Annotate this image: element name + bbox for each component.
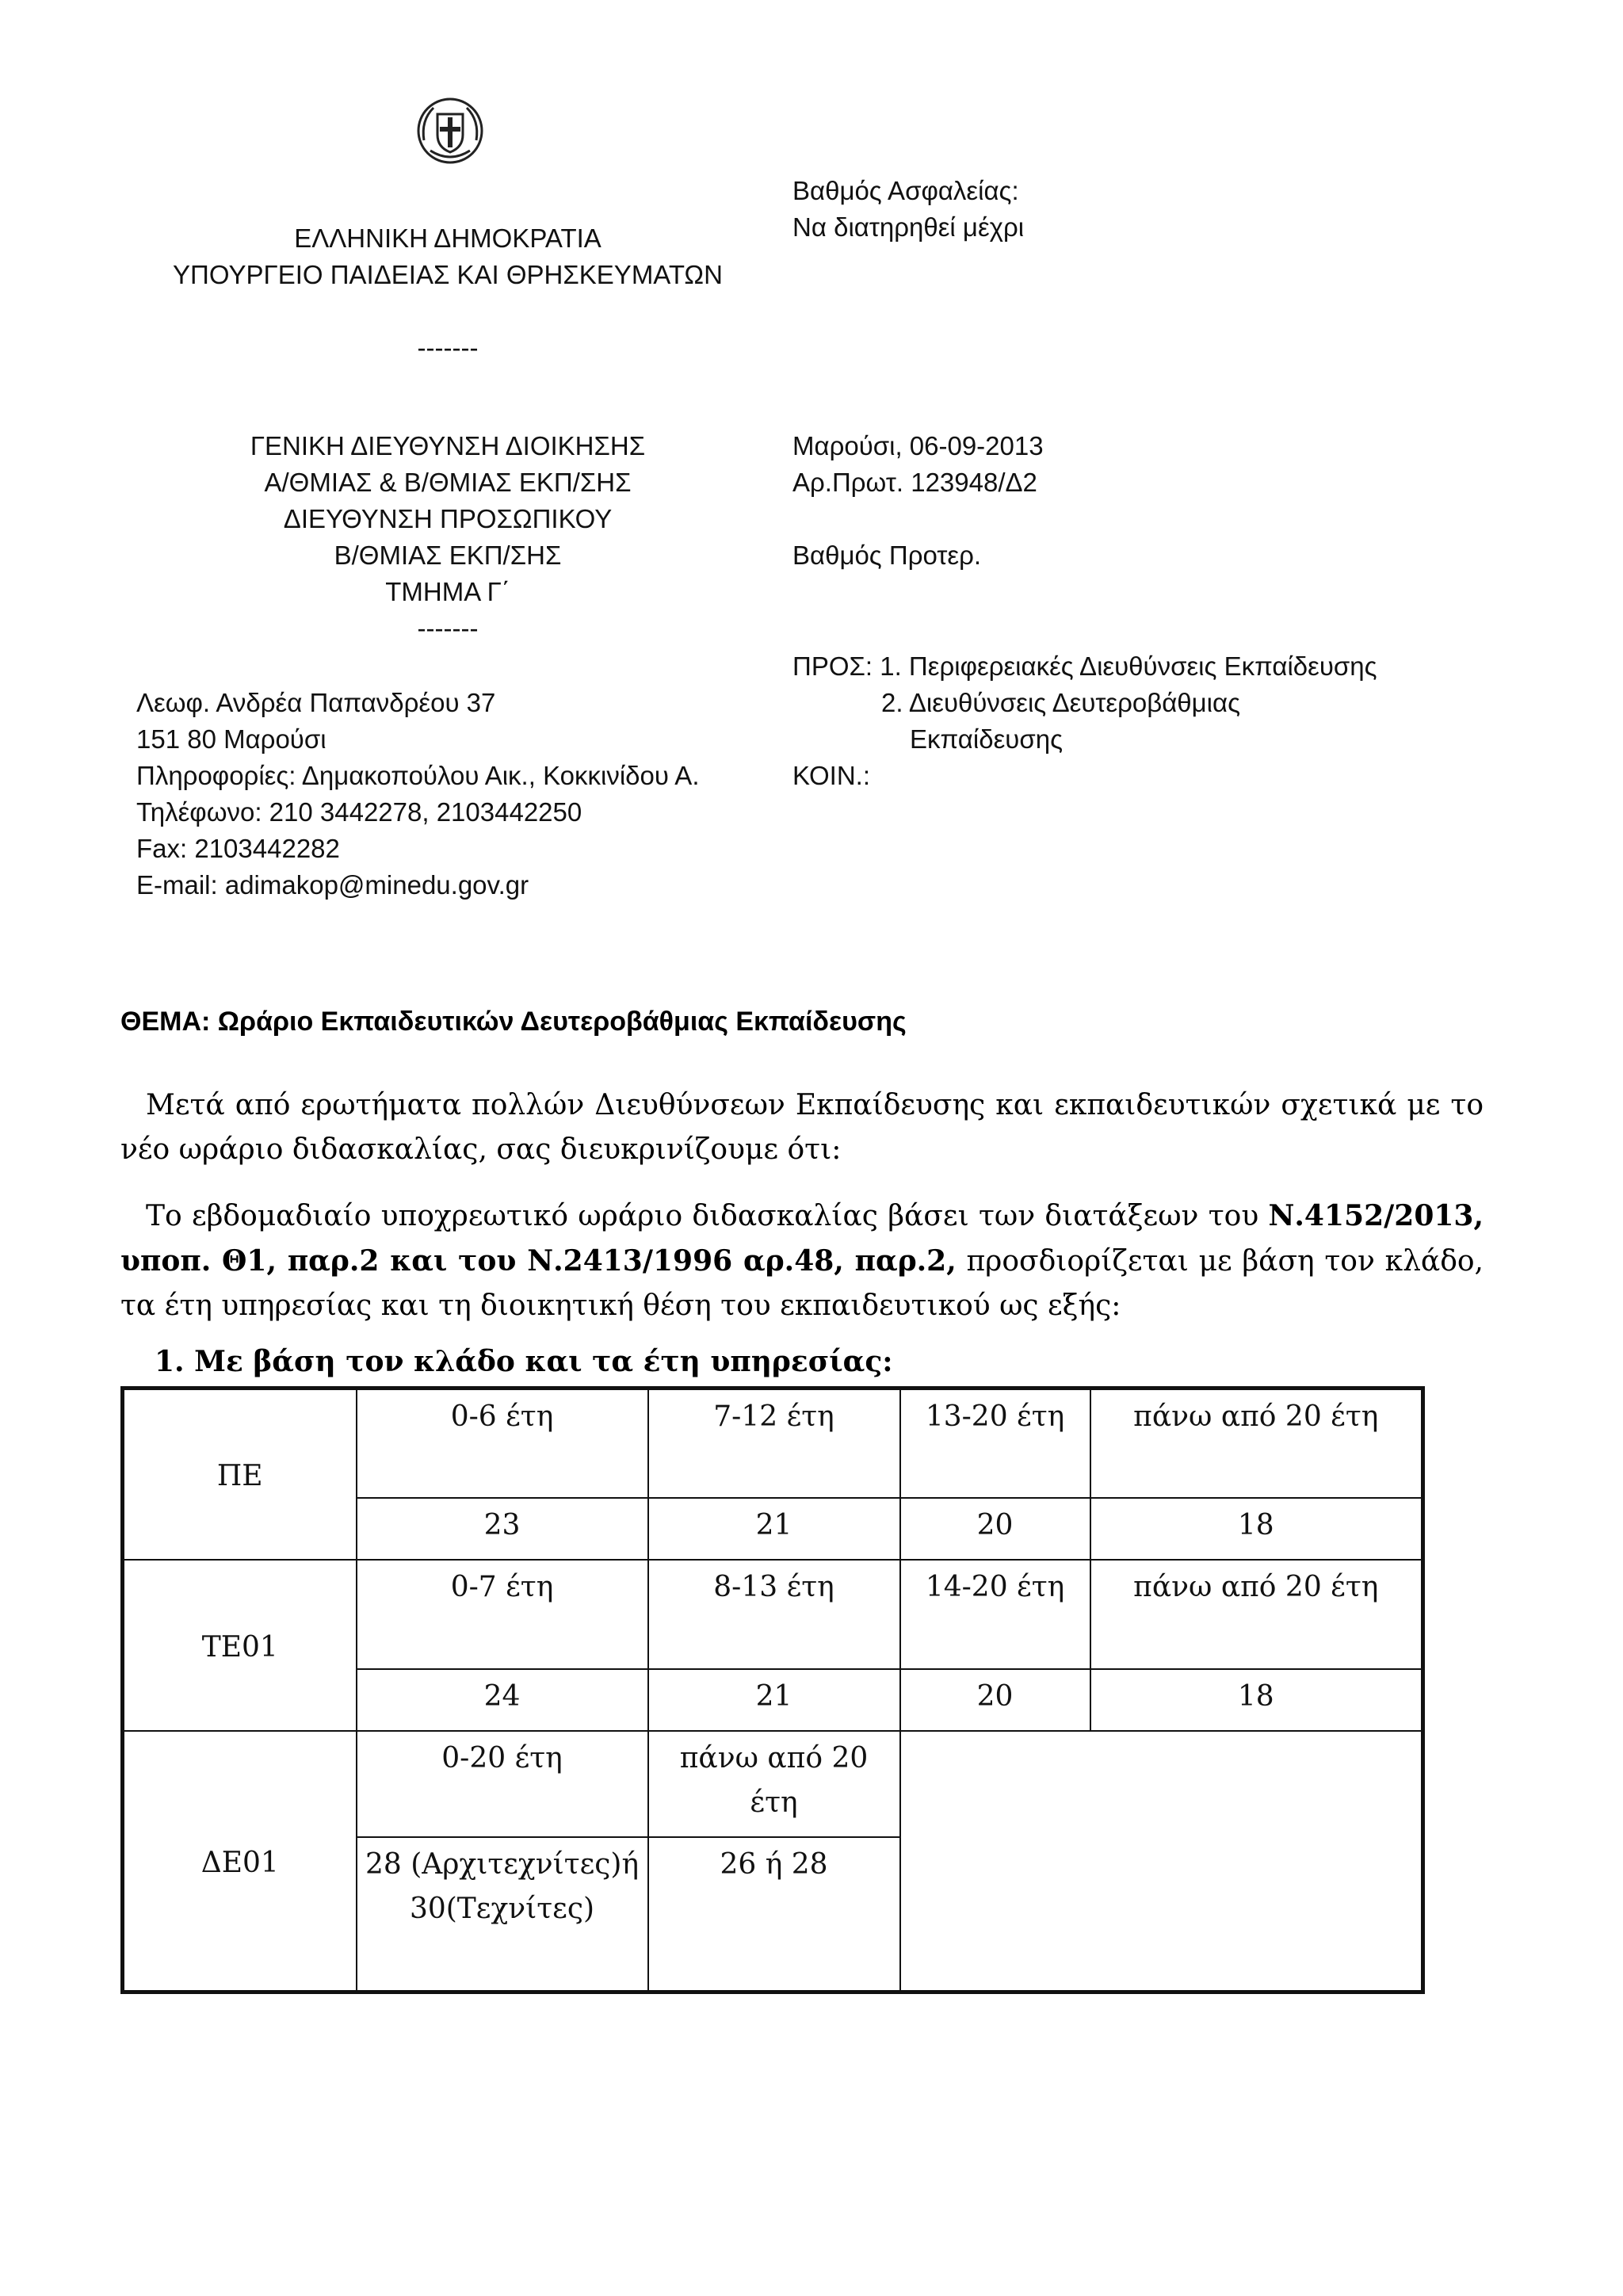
paragraph-2-part-a: Το εβδομαδιαίο υποχρεωτικό ωράριο διδασκαλίας βάσει των διατάξεων του <box>146 1200 1269 1232</box>
table-row <box>123 1731 1423 1837</box>
table-cell: 7-12 έτη <box>648 1389 900 1498</box>
table-cell: 24 <box>357 1669 648 1731</box>
table-cell: 21 <box>648 1669 900 1731</box>
table-cell: 18 <box>1090 1498 1423 1560</box>
table-cell: 0-6 έτη <box>357 1389 648 1498</box>
priority-level: Βαθμός Προτερ. <box>792 541 982 570</box>
teaching-hours-table <box>120 1386 1425 1994</box>
table-cell: 13-20 έτη <box>900 1389 1090 1498</box>
directorate-line-4: Β/ΘΜΙΑΣ ΕΚΠ/ΣΗΣ <box>334 541 562 570</box>
recipients-line-3: Εκπαίδευσης <box>910 724 1063 754</box>
contact-postcode: 151 80 Μαρούσι <box>136 724 327 754</box>
contact-info-persons: Πληροφορίες: Δημακοπούλου Αικ., Κοκκινίδου Α. <box>136 761 700 790</box>
table-cell: 14-20 έτη <box>900 1560 1090 1669</box>
category-te01: ΤΕ01 <box>123 1560 357 1731</box>
place-date: Μαρούσι, 06-09-2013 <box>792 431 1044 460</box>
subject-line: ΘΕΜΑ: Ωράριο Εκπαιδευτικών Δευτεροβάθμιας Εκπαίδευσης <box>120 1007 907 1037</box>
category-de01: ΔΕ01 <box>123 1731 357 1992</box>
directorate-line-5: ΤΜΗΜΑ Γ΄ <box>385 577 510 606</box>
table-cell: 8-13 έτη <box>648 1560 900 1669</box>
empty-cell <box>900 1731 1423 1992</box>
directorate-line-1: ΓΕΝΙΚΗ ΔΙΕΥΘΥΝΣΗ ΔΙΟΙΚΗΣΗΣ <box>250 431 646 460</box>
greek-coat-of-arms-icon <box>416 97 484 165</box>
contact-fax: Fax: 2103442282 <box>136 834 340 863</box>
retain-until: Να διατηρηθεί μέχρι <box>792 212 1025 242</box>
contact-email: E-mail: adimakop@minedu.gov.gr <box>136 870 529 900</box>
table-cell: 28 (Αρχιτεχνίτες)ή 30(Τεχνίτες) <box>357 1837 648 1992</box>
category-pe: ΠΕ <box>123 1389 357 1560</box>
table-cell: 23 <box>357 1498 648 1560</box>
section-heading-1: 1. Με βάση τον κλάδο και τα έτη υπηρεσίας: <box>155 1345 893 1378</box>
ministry-name: ΥΠΟΥΡΓΕΙΟ ΠΑΙΔΕΙΑΣ ΚΑΙ ΘΡΗΣΚΕΥΜΑΤΩΝ <box>173 260 723 289</box>
table-cell: 0-7 έτη <box>357 1560 648 1669</box>
country-name: ΕΛΛΗΝΙΚΗ ΔΗΜΟΚΡΑΤΙΑ <box>294 223 601 253</box>
security-level: Βαθμός Ασφαλείας: <box>792 176 1019 205</box>
recipients-line-1: ΠΡΟΣ: 1. Περιφερειακές Διευθύνσεις Εκπαίδευσης <box>792 651 1377 681</box>
directorate-line-2: Α/ΘΜΙΑΣ & Β/ΘΜΙΑΣ ΕΚΠ/ΣΗΣ <box>264 468 632 497</box>
cc-label: ΚΟΙΝ.: <box>792 761 871 790</box>
paragraph-2 <box>120 1194 1484 1328</box>
protocol-number: Αρ.Πρωτ. 123948/Δ2 <box>792 468 1037 497</box>
directorate-line-3: ΔΙΕΥΘΥΝΣΗ ΠΡΟΣΩΠΙΚΟΥ <box>283 504 613 533</box>
table-cell: 0-20 έτη <box>357 1731 648 1837</box>
table-cell: 20 <box>900 1498 1090 1560</box>
separator: ------- <box>417 333 479 362</box>
table-cell: πάνω από 20 έτη <box>648 1731 900 1837</box>
table-cell: πάνω από 20 έτη <box>1090 1560 1423 1669</box>
paragraph-1: Μετά από ερωτήματα πολλών Διευθύνσεων Εκπαίδευσης και εκπαιδευτικών σχετικά με το νέο ωράριο διδασκαλίας, σας διευκρινίζουμε ότι: <box>120 1089 1484 1166</box>
table-row <box>123 1389 1423 1498</box>
paragraph-2-part-c: προσδιορίζεται με βάση τον κλάδο, τα έτη υπηρεσίας και τη διοικητική θέση του εκπαιδευτικού ως εξής: <box>120 1245 1484 1322</box>
table-cell: 18 <box>1090 1669 1423 1731</box>
table-cell: πάνω από 20 έτη <box>1090 1389 1423 1498</box>
contact-phone: Τηλέφωνο: 210 3442278, 2103442250 <box>136 797 582 827</box>
recipients-line-2: 2. Διευθύνσεις Δευτεροβάθμιας <box>881 688 1240 717</box>
separator-2: ------- <box>417 613 479 643</box>
table-cell: 26 ή 28 <box>648 1837 900 1992</box>
table-cell: 20 <box>900 1669 1090 1731</box>
table-row <box>123 1560 1423 1669</box>
table-cell: 21 <box>648 1498 900 1560</box>
contact-address: Λεωφ. Ανδρέα Παπανδρέου 37 <box>136 688 496 717</box>
law-reference: Ν.4152/2013, υποπ. Θ1, παρ.2 και του Ν.2413/1996 αρ.48, παρ.2, <box>120 1199 1484 1278</box>
